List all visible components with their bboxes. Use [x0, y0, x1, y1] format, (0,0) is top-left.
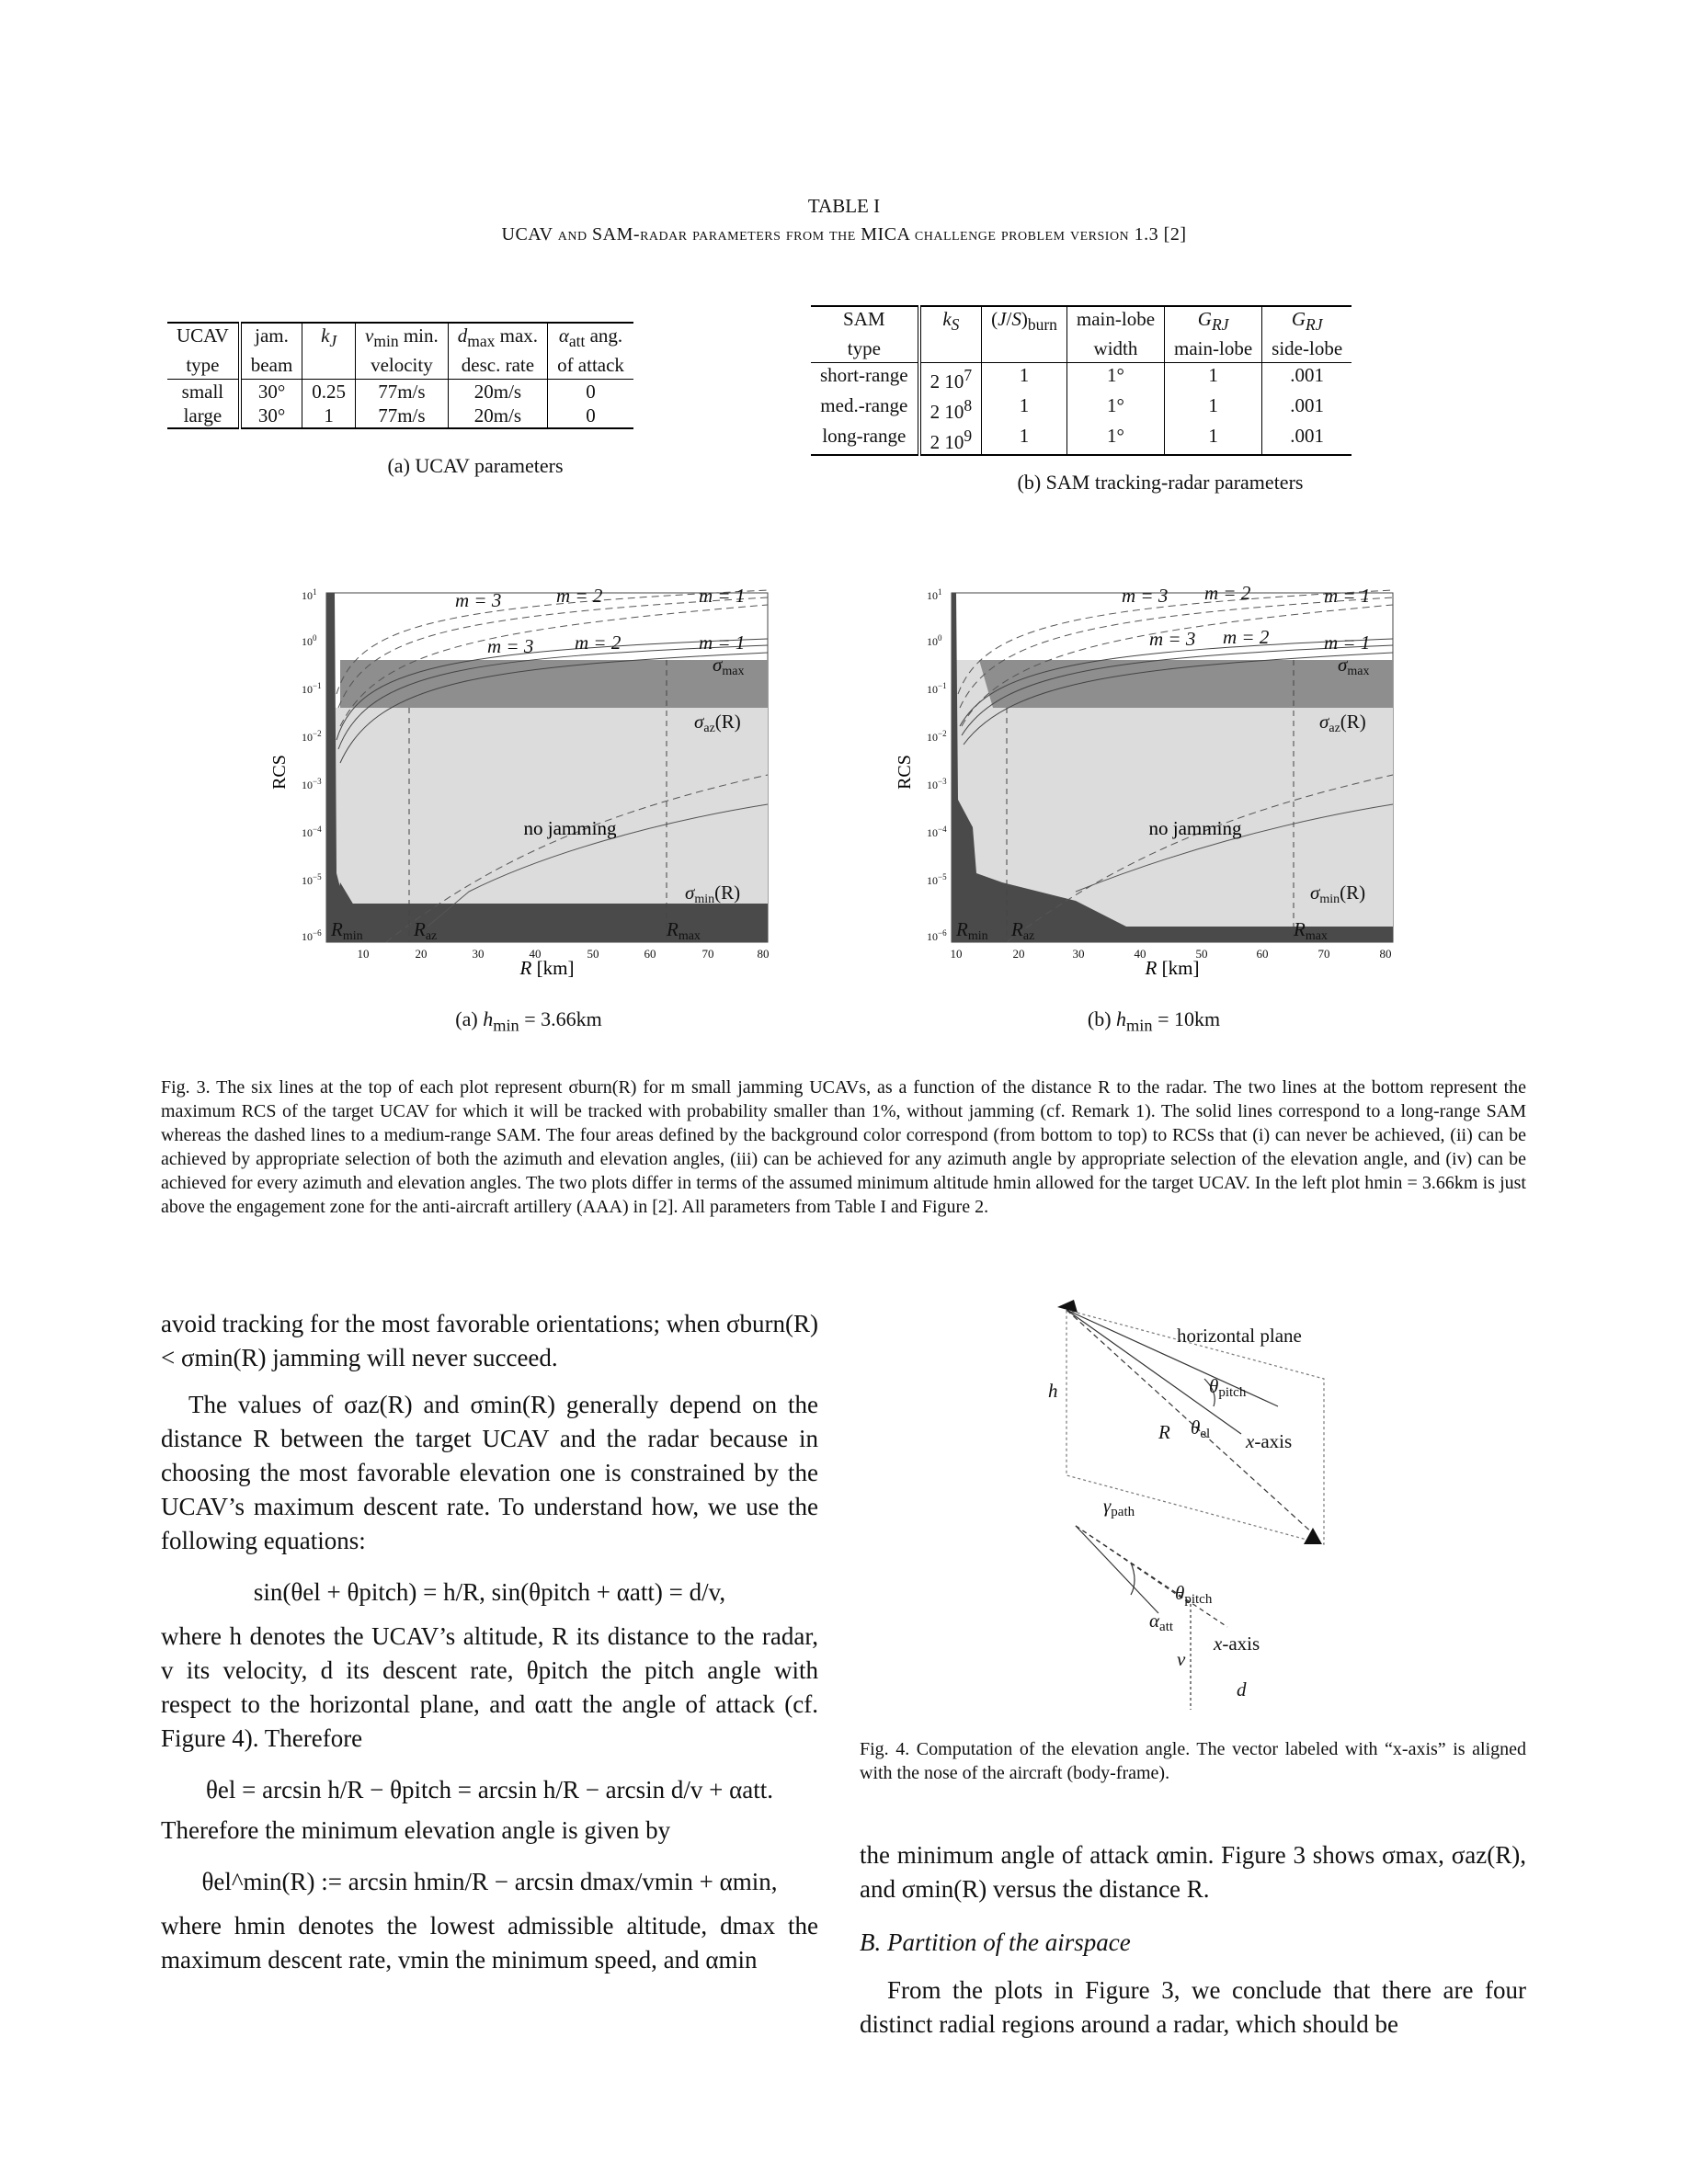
svg-text:10−6: $10^{-6}$ — [302, 928, 322, 943]
table-title: UCAV and SAM-radar parameters from the MICA challenge problem version 1.3 [2] — [501, 224, 1187, 245]
svg-text:10: 10 — [357, 947, 370, 961]
svg-text:100: $10^0$ — [302, 633, 317, 648]
left-p2: The values of σaz(R) and σmin(R) generally depend on the distance R between the target UCAV and the radar because in choosing the most favorable elevation one is constrained by the UCAV’s maximum descent rate. To understand how, we use the following equations: — [161, 1391, 818, 1554]
svg-text:70: 70 — [701, 947, 714, 961]
svg-text:m = 3: m = 3 — [1149, 628, 1196, 650]
svg-text:Raz: Raz — [414, 918, 438, 943]
svg-text:αatt: αatt — [1149, 1610, 1174, 1634]
svg-text:40: 40 — [1134, 947, 1146, 961]
svg-text:Raz: Raz — [1011, 918, 1035, 943]
svg-text:m = 1: m = 1 — [699, 585, 746, 607]
svg-text:10−1: $10^{-1}$ — [302, 681, 322, 696]
svg-text:20: 20 — [1012, 947, 1025, 961]
left-p4: Therefore the minimum elevation angle is given by — [161, 1816, 671, 1844]
svg-text:m = 1: m = 1 — [1324, 631, 1371, 654]
svg-text:100: $10^0$ — [927, 633, 942, 648]
svg-text:σaz(R): σaz(R) — [1319, 711, 1366, 735]
svg-text:horizontal plane: horizontal plane — [1177, 1325, 1302, 1347]
svg-text:40: 40 — [529, 947, 542, 961]
svg-text:m = 2: m = 2 — [556, 585, 603, 607]
ucav-h-type: UCAV — [167, 323, 240, 353]
svg-text:no jamming: no jamming — [523, 817, 617, 839]
svg-text:m = 2: m = 2 — [575, 631, 622, 654]
svg-text:10−1: $10^{-1}$ — [927, 681, 947, 696]
left-p3: where h denotes the UCAV’s altitude, R its distance to the radar, v its velocity, d its descent rate, θpitch the pitch angle with respect to the horizontal plane, and αatt the angle of attack (cf. Figure 4). Therefore — [161, 1622, 818, 1752]
svg-text:10−2: $10^{-2}$ — [302, 729, 322, 744]
svg-text:x-axis: x-axis — [1246, 1430, 1293, 1452]
svg-text:m = 3: m = 3 — [1122, 585, 1169, 607]
svg-text:30: 30 — [472, 947, 485, 961]
eq2: θel = arcsin h/R − θpitch = arcsin h/R − arcsin d/v + αatt. — [205, 1776, 774, 1803]
svg-text:σmin(R): σmin(R) — [1310, 882, 1366, 906]
svg-text:θel: θel — [1191, 1416, 1211, 1441]
xlabel-a: R [km] — [519, 957, 575, 979]
svg-text:10−4: $10^{-4}$ — [927, 825, 947, 839]
svg-text:50: 50 — [587, 947, 599, 961]
fig3-caption: Fig. 3. The six lines at the top of each plot represent σburn(R) for m small jamming UCAVs, as a function of the distance R to the radar. The two lines at the bottom represent the maximum RCS of the target UCAV for which it will be tracked with probability smaller than 1%, without jamming (cf. Remark 1). The solid lines correspond to a long-range SAM whereas the dashed lines to a medium-range SAM. The four areas defined by the background color correspond (from bottom to top) to RCSs that (i) can never be achieved, (ii) can be achieved by appropriate selection of both the azimuth and elevation angles, (iii) can be achieved for any azimuth angle by appropriate selection of the elevation angle, and (iv) can be achieved for every azimuth and elevation angles. The two plots differ in terms of the assumed minimum altitude hmin allowed for the target UCAV. In the left plot hmin = 3.66km is just above the engagement zone for the anti-aircraft artillery (AAA) in [2]. All parameters from Table I and Figure 2. — [161, 1077, 1526, 1217]
fig3b-caption: (b) $h_{min} = 10km$ — [1087, 1007, 1221, 1035]
left-column — [161, 1307, 818, 1977]
svg-text:Rmax: Rmax — [1294, 918, 1328, 943]
svg-text:70: 70 — [1317, 947, 1330, 961]
svg-text:RCS: RCS — [895, 755, 915, 790]
svg-text:m = 2: m = 2 — [1223, 626, 1270, 648]
svg-text:m = 3: m = 3 — [487, 635, 534, 657]
table-label: TABLE I — [807, 195, 881, 217]
ucav-table: UCAV jam. $k_J$ $v_{min}$ min. $d_{max}$ max. $\alpha_{att}$ ang. type beam velocity desc. rate of attack small 30° 0.25 77m/s 20m/s 0 large 30° 1 77m/s 20m/s 0 — [167, 322, 633, 429]
svg-text:R: R — [1158, 1421, 1170, 1443]
svg-text:σmin(R): σmin(R) — [685, 882, 741, 906]
section-heading: B. Partition of the airspace — [860, 1928, 1131, 1956]
svg-text:10−6: $10^{-6}$ — [927, 928, 947, 943]
ucav-caption: (a) UCAV parameters — [387, 454, 564, 477]
right-p1: the minimum angle of attack αmin. Figure 3 shows σmax, σaz(R), and σmin(R) versus the distance R. — [860, 1841, 1526, 1903]
svg-text:60: 60 — [644, 947, 656, 961]
svg-text:x-axis: x-axis — [1214, 1632, 1260, 1655]
svg-text:80: 80 — [1379, 947, 1392, 961]
svg-text:m = 1: m = 1 — [699, 631, 746, 654]
svg-text:Rmin: Rmin — [956, 918, 988, 943]
fig3-plot-a — [267, 579, 791, 984]
svg-text:101: $10^1$ — [927, 587, 942, 602]
eq1: sin(θel + θpitch) = h/R, sin(θpitch + αatt) = d/v, — [253, 1578, 726, 1606]
svg-text:σaz(R): σaz(R) — [694, 711, 741, 735]
svg-text:m = 3: m = 3 — [455, 589, 502, 611]
svg-text:60: 60 — [1256, 947, 1269, 961]
svg-text:10−3: $10^{-3}$ — [927, 777, 947, 791]
svg-text:10: 10 — [950, 947, 963, 961]
fig4-diagram — [1030, 1287, 1370, 1710]
svg-text:h: h — [1048, 1380, 1058, 1402]
sam-caption: (b) SAM tracking-radar parameters — [1017, 471, 1304, 494]
svg-text:Rmax: Rmax — [667, 918, 701, 943]
svg-text:v: v — [1177, 1648, 1186, 1670]
right-column — [860, 1838, 1526, 2042]
svg-text:20: 20 — [415, 947, 428, 961]
ylabel-a: RCS — [269, 755, 290, 790]
fig4-caption: Fig. 4. Computation of the elevation angle. The vector labeled with “x-axis” is aligned with the nose of the aircraft (body-frame). — [860, 1739, 1526, 1783]
svg-text:m = 1: m = 1 — [1324, 585, 1371, 607]
svg-text:30: 30 — [1072, 947, 1085, 961]
svg-text:Rmin: Rmin — [331, 918, 363, 943]
svg-text:θpitch: θpitch — [1175, 1582, 1213, 1607]
fig3a-caption: (a) $h_{min} = 3.66km$ — [455, 1007, 602, 1035]
y-ticks — [302, 587, 322, 943]
svg-text:10−4: $10^{-4}$ — [302, 825, 322, 839]
svg-text:no jamming: no jamming — [1148, 817, 1242, 839]
left-p1: avoid tracking for the most favorable orientations; when σburn(R) < σmin(R) jamming will never succeed. — [161, 1310, 818, 1371]
svg-text:50: 50 — [1195, 947, 1208, 961]
svg-text:10−3: $10^{-3}$ — [302, 777, 322, 791]
left-p5: where hmin denotes the lowest admissible altitude, dmax the maximum descent rate, vmin the minimum speed, and αmin — [161, 1912, 818, 1974]
svg-text:10−5: $10^{-5}$ — [302, 872, 322, 887]
svg-text:R [km]: R [km] — [1145, 957, 1200, 979]
sam-table: SAM $k_S$ $(J/S)_{burn}$ main-lobe $G_{RJ}$ $G_{RJ}$ type width main-lobe side-lobe short-range 2 $10^7$ 1 1° 1 .001 med.-range 2 $10^8$ 1 1° 1 .001 long-range 2 $10^9$ 1 1° 1 .001 — [811, 305, 1352, 456]
fig3-plot-b — [892, 579, 1416, 984]
svg-text:d: d — [1237, 1678, 1247, 1701]
eq3: θel^min(R) := arcsin hmin/R − arcsin dmax/vmin + αmin, — [201, 1868, 778, 1895]
svg-text:m = 2: m = 2 — [1204, 582, 1251, 604]
svg-text:10−5: $10^{-5}$ — [927, 872, 947, 887]
svg-text:θpitch: θpitch — [1209, 1375, 1247, 1400]
right-p2: From the plots in Figure 3, we conclude that there are four distinct radial regions around a radar, which should be — [860, 1976, 1526, 2038]
svg-text:σmax: σmax — [1338, 654, 1370, 678]
svg-text:101: $10^1$ — [302, 587, 317, 602]
svg-text:10−2: $10^{-2}$ — [927, 729, 947, 744]
svg-text:γpath: γpath — [1103, 1495, 1135, 1519]
svg-text:σmax: σmax — [713, 654, 745, 678]
svg-text:80: 80 — [757, 947, 770, 961]
